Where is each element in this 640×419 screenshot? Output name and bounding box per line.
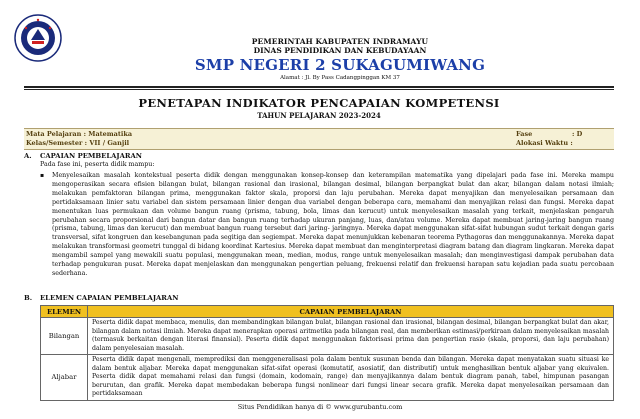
section-a-intro: Pada fase ini, peserta didik mampu: xyxy=(40,161,155,168)
elements-table xyxy=(40,305,614,401)
section-b-letter: B. xyxy=(24,294,33,302)
phase-label: Fase xyxy=(516,130,533,138)
document-subtitle: TAHUN PELAJARAN 2023-2024 xyxy=(257,111,381,120)
time-allocation-label: Alokasi Waktu : xyxy=(516,139,573,147)
letterhead-address: Alamat : Jl. By Pass Cadangpinggan KM 37 xyxy=(280,75,400,81)
row-cp: Peserta didik dapat mengenali, memprediksi dan menggeneralisasi pola dalam bentuk susunan benda dan bilangan. Mereka dapat menyatakan suatu situasi ke dalam bentuk aljabar. Mereka dapat menggunakan sifat-sifat operasi (komutatif, asosiatif, dan distributif) untuk menghasilkan bentuk aljabar yang ekuivalen. Peserta didik dapat memahami relasi dan fungsi (domain, kodomain, range) dan menyajikannya dalam bentuk diagram panah, tabel, himpunan pasangan berurutan, dan grafik. Mereka dapat membedakan beberapa fungsi nonlinear dari fungsi linear secara grafik. Mereka dapat menyelesaikan persamaan dan pertidaksamaan xyxy=(88,355,614,401)
row-element: Bilangan xyxy=(41,318,88,355)
letterhead-government: PEMERINTAH KABUPATEN INDRAMAYU xyxy=(251,37,429,46)
letterhead-school-name: SMP NEGERI 2 SUKAGUMIWANG xyxy=(194,56,486,74)
subject-label: Mata Pelajaran : Matematika xyxy=(26,130,133,138)
letterhead-rule-thick xyxy=(24,86,614,88)
class-semester-label: Kelas/Semester : VII / Ganjil xyxy=(26,139,130,147)
bullet-icon: ▪ xyxy=(40,172,45,179)
phase-value: : D xyxy=(572,130,583,138)
document-title: PENETAPAN INDIKATOR PENCAPAIAN KOMPETENSI xyxy=(138,96,500,110)
school-logo xyxy=(14,14,62,62)
table-header-element: ELEMEN xyxy=(41,306,88,318)
subject-info-bar xyxy=(24,128,614,150)
table-row xyxy=(41,318,614,355)
section-b-title: ELEMEN CAPAIAN PEMBELAJARAN xyxy=(40,294,179,302)
table-header-cp: CAPAIAN PEMBELAJARAN xyxy=(88,306,614,318)
table-row xyxy=(41,355,614,401)
letterhead-department: DINAS PENDIDIKAN DAN KEBUDAYAAN xyxy=(253,46,427,55)
row-cp: Peserta didik dapat membaca, menulis, dan membandingkan bilangan bulat, bilangan rasional dan irasional, bilangan desimal, bilangan berpangkat bulat dan akar, bilangan dalam notasi ilmiah. Mereka dapat menerapkan operasi aritmetika pada bilangan real, dan memberikan estimasi/perkiraan dalam menyelesaikan masalah (termasuk berkaitan dengan literasi finansial). Peserta didik dapat menggunakan faktorisasi prima dan pengertian rasio (skala, proporsi, dan laju perubahan) dalam penyelesaian masalah. xyxy=(88,318,614,355)
section-a-paragraph: Menyelesaikan masalah kontekstual peserta didik dengan menggunakan konsep-konsep dan keterampilan matematika yang dipelajari pada fase ini. Mereka mampu mengoperasikan secara efisien bilangan bulat, bilangan rasional dan irasional, bilangan desimal, bilangan berpangkat bulat dan akar, bilangan dalam notasi ilmiah; melakukan pemfaktoran bilangan prima, menggunakan faktor skala, proporsi dan laju perubahan. Mereka dapat menyajikan dan menyelesaikan persamaan dan pertidaksamaan linier satu variabel dan sistem persamaan linier dengan dua variabel dengan beberapa cara, memahami dan menyajikan relasi dan fungsi. Mereka dapat menentukan luas permukaan dan volume bangun ruang (prisma, tabung, bola, limas dan kerucut) untuk menyelesaikan masalah yang terkait, menjelaskan pengaruh perubahan secara proporsional dari bangun datar dan bangun ruang terhadap ukuran panjang, luas, dan/atau volume. Mereka dapat membuat jaring-jaring bangun ruang (prisma, tabung, limas dan kerucut) dan membuat bangun ruang tersebut dari jaring- jaringnya. Mereka dapat menggunakan sifat-sifat hubungan sudut terkait dengan garis transversal, sifat kongruen dan kesebangunan pada segitiga dan segiempat. Mereka dapat menunjukkan kebenaran teorema Pythagoras dan menggunakannya. Mereka dapat melakukan transformasi geometri tunggal di bidang koordinat Kartesius. Mereka dapat membuat dan menginterpretasi diagram batang dan diagram lingkaran. Mereka dapat mengambil sampel yang mewakili suatu populasi, menggunakan mean, median, modus, range untuk menyelesaikan masalah; dan menginvestigasi dampak perubahan data terhadap pengukuran pusat. Mereka dapat menjelaskan dan menggunakan pengertian peluang, frekuensi relatif dan frekuensi harapan satu kejadian pada suatu percobaan sederhana. xyxy=(52,172,614,277)
section-a-letter: A. xyxy=(24,152,32,160)
logo-emblem-icon xyxy=(14,14,62,62)
letterhead-rule-thin xyxy=(24,89,614,90)
row-element: Aljabar xyxy=(41,355,88,401)
table-header-row xyxy=(41,306,614,318)
page-footer: Situs Pendidikan hanya di © www.gurubantu.com xyxy=(237,403,403,411)
section-a-title: CAPAIAN PEMBELAJARAN xyxy=(40,152,143,160)
